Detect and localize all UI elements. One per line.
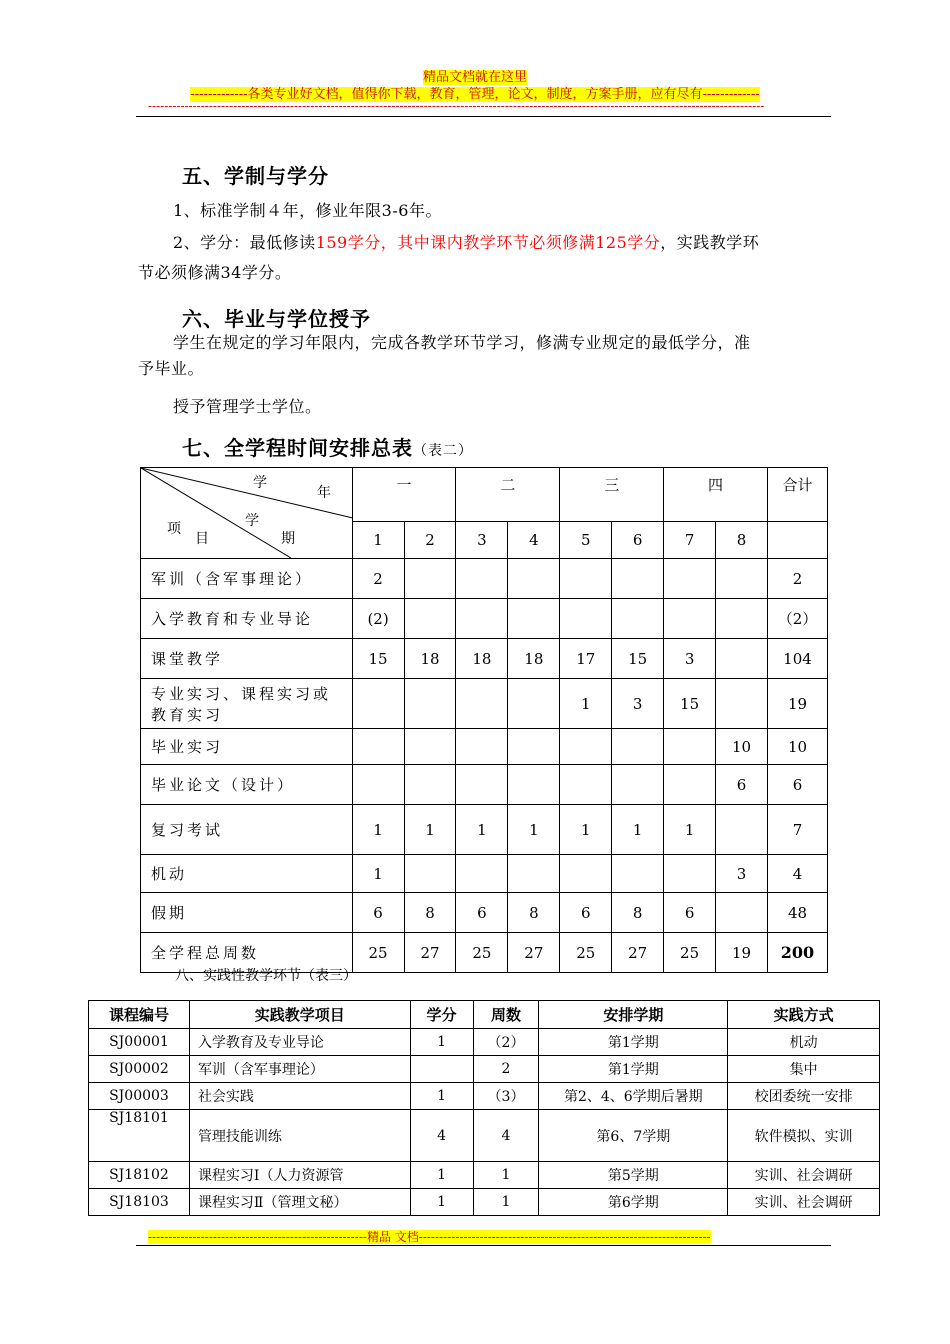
- diag-label-qi: 期: [281, 531, 295, 547]
- diag-label-xiang: 项: [167, 521, 181, 537]
- term-4-cell: [508, 679, 560, 729]
- term-2-cell: [404, 559, 456, 599]
- term-7-cell: [664, 765, 716, 805]
- year-3: 三: [560, 468, 664, 522]
- row-label: 军训（含军事理论）: [141, 559, 353, 599]
- term-5-cell: [560, 765, 612, 805]
- semester-cell: 第1学期: [539, 1056, 728, 1083]
- row-total: （2）: [767, 599, 827, 639]
- term-1-cell: [352, 729, 404, 765]
- credit-cell: [410, 1056, 473, 1083]
- term-2-cell: [404, 679, 456, 729]
- schedule-row: [141, 639, 828, 679]
- term-1-cell: (2): [352, 599, 404, 639]
- practice-row: [89, 1029, 880, 1056]
- term-5-cell: [560, 559, 612, 599]
- year-2: 二: [456, 468, 560, 522]
- weeks-cell: （2）: [473, 1029, 539, 1056]
- term-4-cell: 8: [508, 893, 560, 933]
- practice-row: [89, 1056, 880, 1083]
- weeks-cell: （3）: [473, 1083, 539, 1110]
- project-cell: 军训（含军事理论）: [189, 1056, 410, 1083]
- row-total: 19: [767, 679, 827, 729]
- term-7-cell: 3: [664, 639, 716, 679]
- semester-cell: 第2、4、6学期后暑期: [539, 1083, 728, 1110]
- diag-label-xue: 学: [253, 475, 267, 491]
- term-3-cell: 18: [456, 639, 508, 679]
- term-4-cell: [508, 729, 560, 765]
- term-2-cell: 27: [404, 933, 456, 973]
- term-2-cell: 1: [404, 805, 456, 855]
- term-6-cell: 3: [612, 679, 664, 729]
- course-code-cell: SJ18101: [89, 1110, 190, 1162]
- section6-p2: 授予管理学士学位。: [173, 397, 322, 416]
- col-project: 实践教学项目: [189, 1001, 410, 1029]
- semester-cell: 第5学期: [539, 1162, 728, 1189]
- term-2-cell: [404, 599, 456, 639]
- schedule-row: [141, 729, 828, 765]
- section7-title: 七、全学程时间安排总表（表二）: [182, 436, 473, 460]
- term-6-cell: [612, 559, 664, 599]
- method-cell: 校团委统一安排: [728, 1083, 880, 1110]
- practice-row: [89, 1162, 880, 1189]
- term-3-cell: 25: [456, 933, 508, 973]
- project-cell: 课程实习Ⅱ（管理文秘）: [189, 1189, 410, 1216]
- term-4-cell: [508, 855, 560, 893]
- semester-cell: 第1学期: [539, 1029, 728, 1056]
- term-2-cell: 18: [404, 639, 456, 679]
- credit-cell: 1: [410, 1029, 473, 1056]
- row-label: 机动: [141, 855, 353, 893]
- term-7-cell: 25: [664, 933, 716, 973]
- section5-p2-cont: 节必须修满34学分。: [138, 263, 292, 282]
- term-4-cell: 1: [508, 805, 560, 855]
- credit-cell: 1: [410, 1162, 473, 1189]
- section6-p1: 学生在规定的学习年限内，完成各教学环节学习，修满专业规定的最低学分，准: [173, 333, 751, 352]
- schedule-row: [141, 855, 828, 893]
- diag-label-nian: 年: [317, 485, 331, 501]
- term-6-cell: 1: [612, 805, 664, 855]
- term-6-cell: [612, 729, 664, 765]
- term-3-cell: [456, 559, 508, 599]
- col-weeks: 周数: [473, 1001, 539, 1029]
- schedule-row: [141, 599, 828, 639]
- practice-table-header: [89, 1001, 880, 1029]
- diag-label-mu: 目: [195, 531, 209, 547]
- term-5-cell: 1: [560, 679, 612, 729]
- term-1-cell: [352, 679, 404, 729]
- practice-row: [89, 1083, 880, 1110]
- schedule-table: [140, 467, 828, 973]
- row-label: 复习考试: [141, 805, 353, 855]
- term-8-cell: 10: [716, 729, 768, 765]
- row-total: 104: [767, 639, 827, 679]
- credit-cell: 4: [410, 1110, 473, 1162]
- term-5-cell: 17: [560, 639, 612, 679]
- section5-p2-highlight: 159学分，其中课内教学环节必须修满125学分: [315, 233, 661, 252]
- section6-title: 六、毕业与学位授予: [182, 307, 371, 331]
- schedule-row: [141, 559, 828, 599]
- term-5-cell: 6: [560, 893, 612, 933]
- term-3-cell: [456, 679, 508, 729]
- col-credit: 学分: [410, 1001, 473, 1029]
- term-4-cell: [508, 765, 560, 805]
- term-7-cell: [664, 599, 716, 639]
- diag-label-xue2: 学: [245, 513, 259, 529]
- row-total: 4: [767, 855, 827, 893]
- credit-cell: 1: [410, 1189, 473, 1216]
- term-2-cell: [404, 765, 456, 805]
- header-line-1: 精品文档就在这里: [422, 70, 527, 85]
- project-cell: 入学教育及专业导论: [189, 1029, 410, 1056]
- table3-caption: 八、实践性教学环节（表三）: [175, 968, 357, 984]
- schedule-row: [141, 893, 828, 933]
- section5-p1: 1、标准学制４年，修业年限3-6年。: [173, 201, 442, 220]
- term-7-cell: 15: [664, 679, 716, 729]
- practice-row: [89, 1110, 880, 1162]
- term-3-cell: [456, 729, 508, 765]
- year-1: 一: [352, 468, 456, 522]
- term-5-cell: [560, 599, 612, 639]
- col-method: 实践方式: [728, 1001, 880, 1029]
- col-course-code: 课程编号: [89, 1001, 190, 1029]
- project-cell: 管理技能训练: [189, 1110, 410, 1162]
- term-6: 6: [612, 522, 664, 559]
- header-rule: [136, 116, 831, 117]
- row-total: 6: [767, 765, 827, 805]
- term-7-cell: 1: [664, 805, 716, 855]
- method-cell: 机动: [728, 1029, 880, 1056]
- term-3-cell: 1: [456, 805, 508, 855]
- row-label: 毕业实习: [141, 729, 353, 765]
- row-label: 全学程总周数: [141, 933, 353, 973]
- term-6-cell: 15: [612, 639, 664, 679]
- term-2-cell: [404, 729, 456, 765]
- term-4: 4: [508, 522, 560, 559]
- term-8-cell: 19: [716, 933, 768, 973]
- course-code-cell: SJ00002: [89, 1056, 190, 1083]
- term-5: 5: [560, 522, 612, 559]
- header-line-3: --------------------------------------------------------------------------------------------------------------------------------------------------------: [148, 99, 765, 113]
- term-total-blank: [767, 522, 827, 559]
- term-1-cell: 1: [352, 805, 404, 855]
- term-8-cell: [716, 639, 768, 679]
- term-8: 8: [716, 522, 768, 559]
- term-4-cell: 18: [508, 639, 560, 679]
- project-cell: 社会实践: [189, 1083, 410, 1110]
- term-3: 3: [456, 522, 508, 559]
- term-5-cell: [560, 855, 612, 893]
- schedule-row: [141, 805, 828, 855]
- term-1-cell: 1: [352, 855, 404, 893]
- term-2: 2: [404, 522, 456, 559]
- footer-rule: [136, 1245, 831, 1246]
- term-8-cell: [716, 893, 768, 933]
- term-8-cell: 6: [716, 765, 768, 805]
- section5-p2: 2、学分：最低修读159学分，其中课内教学环节必须修满125学分，实践教学环: [173, 233, 760, 252]
- practice-row: [89, 1189, 880, 1216]
- row-label: 课堂教学: [141, 639, 353, 679]
- row-label-line1: 专业实习、课程实习或: [151, 684, 332, 703]
- term-3-cell: 6: [456, 893, 508, 933]
- term-3-cell: [456, 599, 508, 639]
- row-total: 10: [767, 729, 827, 765]
- method-cell: 实训、社会调研: [728, 1162, 880, 1189]
- total-header: 合计: [767, 468, 827, 522]
- term-8-cell: [716, 559, 768, 599]
- method-cell: 软件模拟、实训: [728, 1110, 880, 1162]
- row-total: 200: [767, 933, 827, 973]
- course-code-cell: SJ18103: [89, 1189, 190, 1216]
- term-1-cell: 15: [352, 639, 404, 679]
- term-1-cell: 6: [352, 893, 404, 933]
- col-semester: 安排学期: [539, 1001, 728, 1029]
- weeks-cell: 1: [473, 1189, 539, 1216]
- section6-p1-cont: 予毕业。: [138, 359, 205, 378]
- row-total: 2: [767, 559, 827, 599]
- term-7-cell: [664, 559, 716, 599]
- term-1-cell: [352, 765, 404, 805]
- term-8-cell: [716, 599, 768, 639]
- term-5-cell: 1: [560, 805, 612, 855]
- term-5-cell: 25: [560, 933, 612, 973]
- term-7: 7: [664, 522, 716, 559]
- method-cell: 集中: [728, 1056, 880, 1083]
- term-7-cell: [664, 855, 716, 893]
- term-6-cell: [612, 765, 664, 805]
- course-code-cell: SJ00001: [89, 1029, 190, 1056]
- term-7-cell: [664, 729, 716, 765]
- term-8-cell: [716, 805, 768, 855]
- term-1: 1: [352, 522, 404, 559]
- term-6-cell: [612, 599, 664, 639]
- section5-title: 五、学制与学分: [182, 164, 329, 188]
- schedule-row: [141, 765, 828, 805]
- weeks-cell: 1: [473, 1162, 539, 1189]
- term-1-cell: 2: [352, 559, 404, 599]
- term-5-cell: [560, 729, 612, 765]
- term-4-cell: [508, 559, 560, 599]
- weeks-cell: 2: [473, 1056, 539, 1083]
- project-cell: 课程实习Ⅰ（人力资源管: [189, 1162, 410, 1189]
- schedule-row: [141, 679, 828, 729]
- row-label: 毕业论文（设计）: [141, 765, 353, 805]
- row-label: 入学教育和专业导论: [141, 599, 353, 639]
- term-4-cell: 27: [508, 933, 560, 973]
- course-code-cell: SJ18102: [89, 1162, 190, 1189]
- credit-cell: 1: [410, 1083, 473, 1110]
- semester-cell: 第6、7学期: [539, 1110, 728, 1162]
- practice-table: [88, 1000, 880, 1216]
- course-code-cell: SJ00003: [89, 1083, 190, 1110]
- term-7-cell: 6: [664, 893, 716, 933]
- term-6-cell: [612, 855, 664, 893]
- weeks-cell: 4: [473, 1110, 539, 1162]
- row-total: 48: [767, 893, 827, 933]
- row-label-line2: 教育实习: [151, 705, 224, 724]
- header-line-2: -------------各类专业好文档，值得你下载，教育，管理，论文，制度，方案手册，应有尽有-------------: [190, 87, 760, 102]
- diagonal-header-cell: [141, 468, 353, 559]
- term-3-cell: [456, 855, 508, 893]
- term-1-cell: 25: [352, 933, 404, 973]
- term-2-cell: [404, 855, 456, 893]
- term-4-cell: [508, 599, 560, 639]
- footer-banner: ------------------------------------------------------精品 文档------------------------------------------------------------------------: [148, 1230, 711, 1244]
- row-total: 7: [767, 805, 827, 855]
- term-8-cell: [716, 679, 768, 729]
- term-8-cell: 3: [716, 855, 768, 893]
- semester-cell: 第6学期: [539, 1189, 728, 1216]
- method-cell: 实训、社会调研: [728, 1189, 880, 1216]
- row-label: [141, 679, 353, 729]
- year-4: 四: [664, 468, 768, 522]
- term-2-cell: 8: [404, 893, 456, 933]
- term-6-cell: 27: [612, 933, 664, 973]
- term-6-cell: 8: [612, 893, 664, 933]
- row-label: 假期: [141, 893, 353, 933]
- term-3-cell: [456, 765, 508, 805]
